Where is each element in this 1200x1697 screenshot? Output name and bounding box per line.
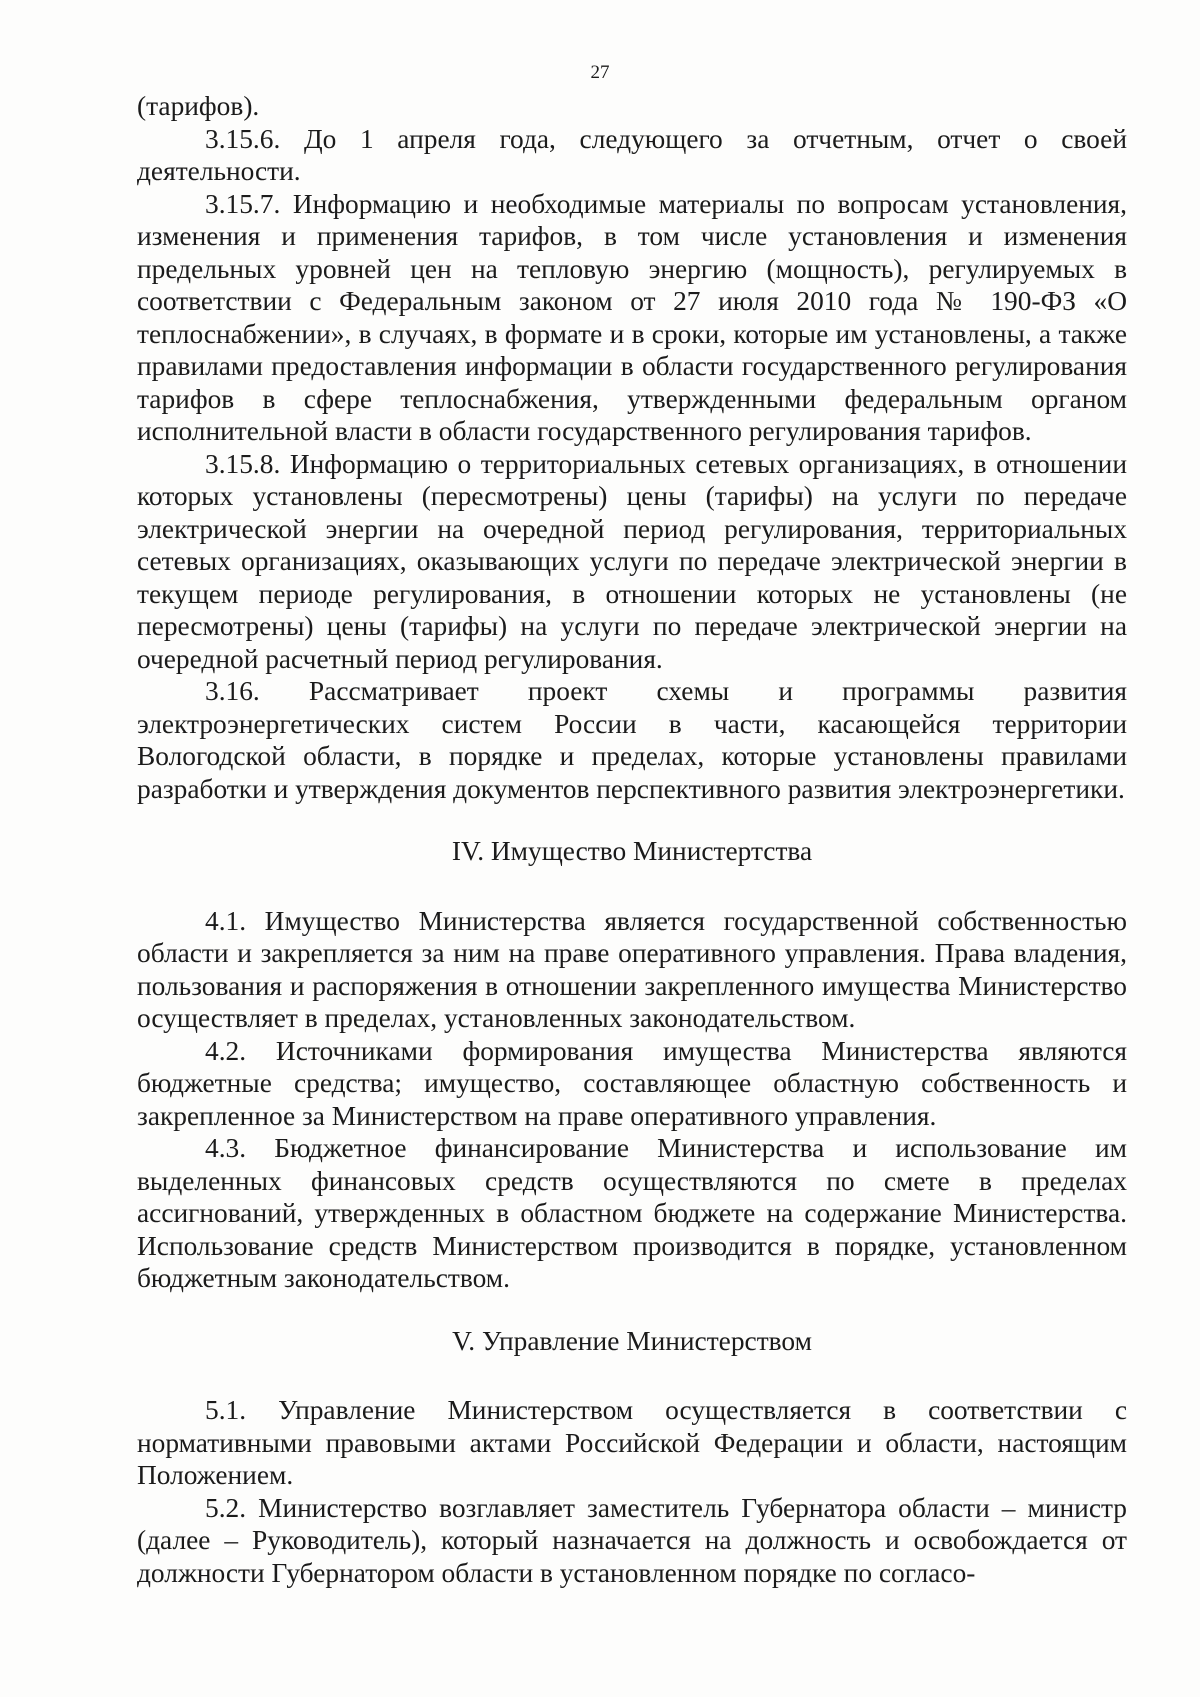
section-heading-v: V. Управление Министерством [452, 1325, 812, 1356]
document-body [137, 90, 1127, 1589]
paragraph-continuation: (тарифов). [137, 91, 260, 121]
paragraph-4-1: 4.1. Имущество Министерства является государственной собственностью области и закрепляется за ним на праве оперативного управления. Права владения, пользования и распоряжения в отношении закрепленного имущества Министерство осуществляет в пределах, установленных законодательством. [137, 905, 1127, 1033]
paragraph-4-3: 4.3. Бюджетное финансирование Министерства и использование им выделенных финансовых средств осуществляются по смете в пределах ассигнований, утвержденных в областном бюджете на содержание Министерства. Использование средств Министерством производится в порядке, установленном бюджетным законодательством. [137, 1133, 1127, 1293]
paragraph-3-15-7: 3.15.7. Информацию и необходимые материалы по вопросам установления, изменения и применения тарифов, в том числе установления и изменения предельных уровней цен на тепловую энергию (мощность), регулируемых в соответствии с Федеральным законом от 27 июля 2010 года № 190-ФЗ «О теплоснабжении», в случаях, в формате и в сроки, которые им установлены, а также правилами предоставления информации в области государственного регулирования тарифов в сфере теплоснабжения, утвержденными федеральным органом исполнительной власти в области государственного регулирования тарифов. [137, 188, 1127, 446]
paragraph-3-15-8: 3.15.8. Информацию о территориальных сетевых организациях, в отношении которых установлены (пересмотрены) цены (тарифы) на услуги по передаче электрической энергии на очередной период регулирования, территориальных сетевых организациях, оказывающих услуги по передаче электрической энергии в текущем периоде регулирования, в отношении которых не установлены (не пересмотрены) цены (тарифы) на услуги по передаче электрической энергии на очередной расчетный период регулирования. [137, 448, 1127, 674]
paragraph-5-1: 5.1. Управление Министерством осуществляется в соответствии с нормативными правовыми актами Российской Федерации и области, настоящим Положением. [137, 1395, 1127, 1490]
page-number: 27 [590, 62, 610, 83]
paragraph-3-16: 3.16. Рассматривает проект схемы и программы развития электроэнергетических систем России в части, касающейся территории Вологодской области, в порядке и пределах, которые установлены правилами разработки и утверждения документов перспективного развития электроэнергетики. [137, 676, 1127, 804]
paragraph-5-2: 5.2. Министерство возглавляет заместитель Губернатора области – министр (далее – Руководитель), который назначается на должность и освобождается от должности Губернатором области в установленном порядке по согласо- [137, 1492, 1127, 1588]
section-heading-iv: IV. Имущество Министертства [451, 836, 813, 866]
paragraph-3-15-6: 3.15.6. До 1 апреля года, следующего за отчетным, отчет о своей деятельности. [137, 123, 1127, 186]
paragraph-4-2: 4.2. Источниками формирования имущества Министерства являются бюджетные средства; имущество, составляющее областную собственность и закрепленное за Министерством на праве оперативного управления. [137, 1035, 1127, 1131]
